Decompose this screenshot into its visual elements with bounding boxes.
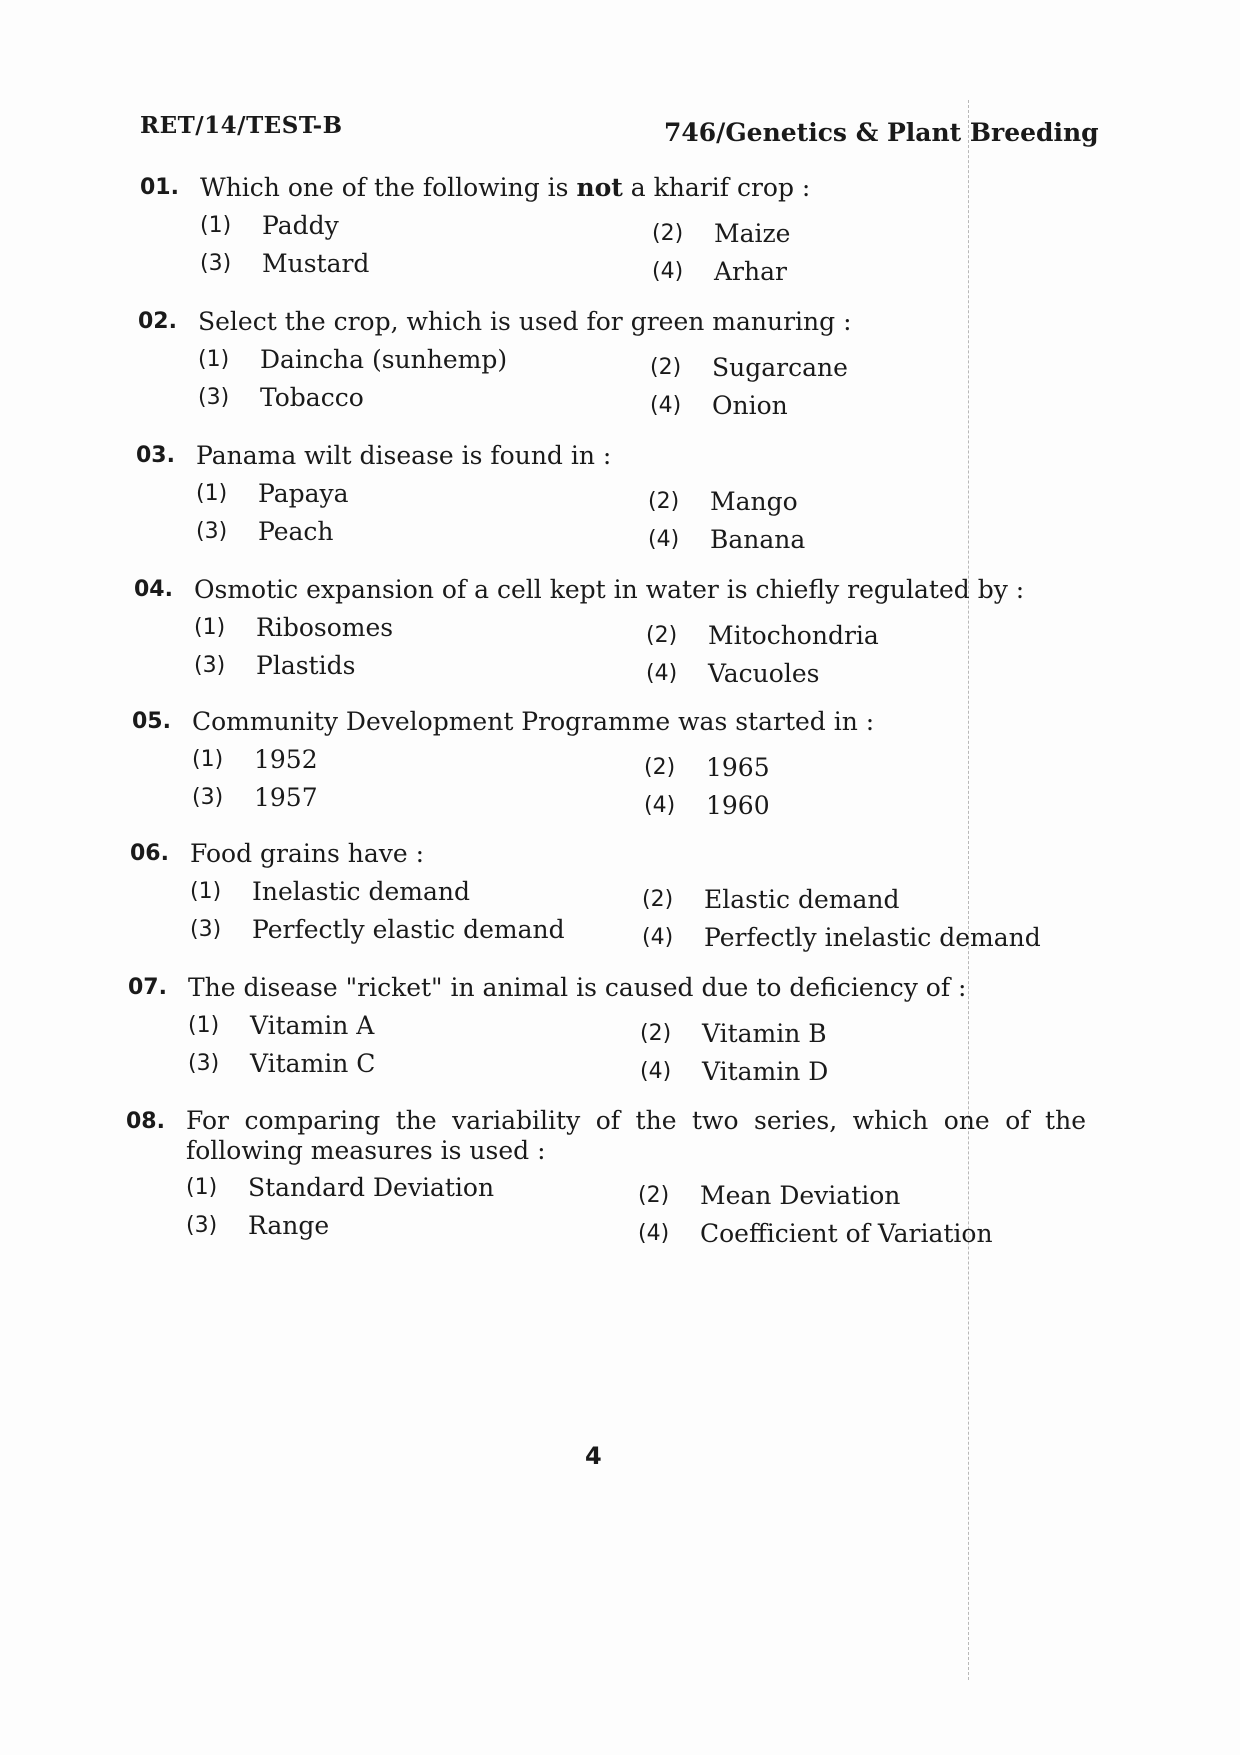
question-01 [140, 172, 1100, 284]
option-1[interactable]: (1) Inelastic demand [190, 877, 471, 906]
question-number: 07. [128, 975, 167, 1000]
question-text: Select the crop, which is used for green manuring : [198, 307, 852, 336]
question-number: 02. [138, 309, 177, 334]
option-list [186, 1166, 1086, 1246]
option-2[interactable]: (2) Vitamin B [640, 1019, 827, 1048]
question-text: Food grains have : [190, 839, 425, 868]
question-03 [136, 440, 1096, 552]
question-number: 01. [140, 175, 179, 200]
option-2[interactable]: (2) 1965 [644, 753, 770, 782]
option-1[interactable]: (1) Standard Deviation [186, 1173, 495, 1202]
option-4[interactable]: (4) Coefficient of Variation [638, 1219, 993, 1248]
option-list [196, 472, 1096, 552]
option-3[interactable]: (3) Tobacco [198, 383, 364, 412]
option-3[interactable]: (3) Vitamin C [188, 1049, 376, 1078]
option-2[interactable]: (2) Mean Deviation [638, 1181, 901, 1210]
question-05 [132, 706, 1092, 818]
option-3[interactable]: (3) Mustard [200, 249, 370, 278]
option-1[interactable]: (1) Ribosomes [194, 613, 394, 642]
question-04 [134, 574, 1094, 686]
option-list [194, 606, 1094, 686]
question-number: 06. [130, 841, 169, 866]
subject-title: 746/Genetics & Plant Breeding [664, 118, 1099, 147]
option-2[interactable]: (2) Mango [648, 487, 798, 516]
question-text: Osmotic expansion of a cell kept in water is chiefly regulated by : [194, 575, 1025, 604]
option-2[interactable]: (2) Maize [652, 219, 791, 248]
option-3[interactable]: (3) Perfectly elastic demand [190, 915, 565, 944]
option-list [188, 1004, 1088, 1084]
question-text: For comparing the variability of the two series, which one of the following measures is used : [186, 1106, 1086, 1165]
option-1[interactable]: (1) Papaya [196, 479, 349, 508]
option-list [192, 738, 1092, 818]
test-code: RET/14/TEST-B [140, 112, 343, 139]
option-list [200, 204, 1100, 284]
option-4[interactable]: (4) 1960 [644, 791, 770, 820]
question-text: Which one of the following is not a kharif crop : [200, 173, 811, 202]
option-4[interactable]: (4) Perfectly inelastic demand [642, 923, 1041, 952]
question-number: 08. [126, 1109, 165, 1134]
option-1[interactable]: (1) 1952 [192, 745, 318, 774]
option-4[interactable]: (4) Arhar [652, 257, 787, 286]
option-list [190, 870, 1090, 950]
option-1[interactable]: (1) Vitamin A [188, 1011, 375, 1040]
question-text: The disease "ricket" in animal is caused due to deficiency of : [188, 973, 967, 1002]
question-number: 04. [134, 577, 173, 602]
option-4[interactable]: (4) Onion [650, 391, 788, 420]
question-number: 05. [132, 709, 171, 734]
option-2[interactable]: (2) Mitochondria [646, 621, 879, 650]
question-number: 03. [136, 443, 175, 468]
question-08 [126, 1106, 1086, 1246]
question-02 [138, 306, 1098, 418]
question-text: Panama wilt disease is found in : [196, 441, 612, 470]
option-4[interactable]: (4) Vacuoles [646, 659, 820, 688]
option-3[interactable]: (3) Range [186, 1211, 330, 1240]
option-3[interactable]: (3) Plastids [194, 651, 356, 680]
option-3[interactable]: (3) 1957 [192, 783, 318, 812]
option-1[interactable]: (1) Paddy [200, 211, 339, 240]
option-1[interactable]: (1) Daincha (sunhemp) [198, 345, 508, 374]
option-2[interactable]: (2) Sugarcane [650, 353, 848, 382]
option-4[interactable]: (4) Vitamin D [640, 1057, 829, 1086]
option-3[interactable]: (3) Peach [196, 517, 334, 546]
question-07 [128, 972, 1088, 1084]
option-list [198, 338, 1098, 418]
option-4[interactable]: (4) Banana [648, 525, 806, 554]
option-2[interactable]: (2) Elastic demand [642, 885, 900, 914]
page-number: 4 [585, 1442, 602, 1470]
question-text: Community Development Programme was started in : [192, 707, 875, 736]
question-06 [130, 838, 1090, 950]
